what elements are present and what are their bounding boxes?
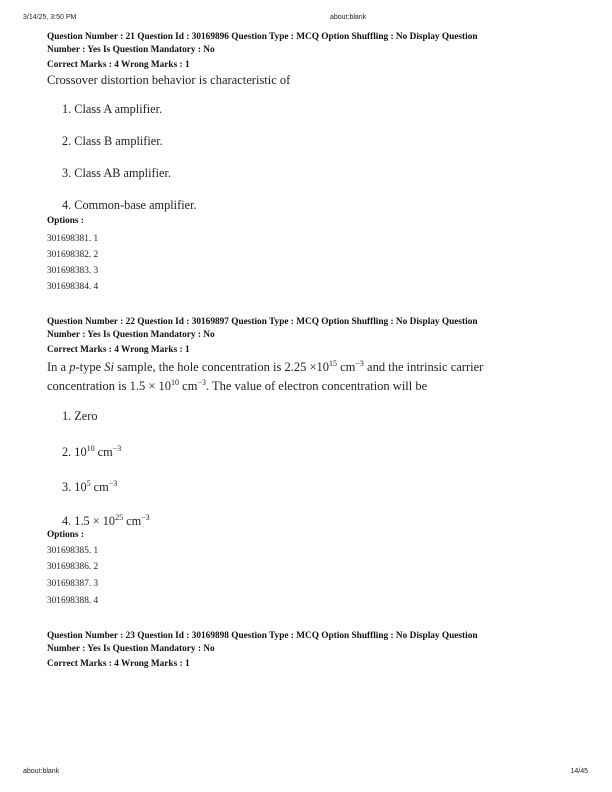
q23-meta [47, 630, 567, 671]
q22-meta-line1: Question Number : 22 Question Id : 30169897 Question Type : MCQ Option Shuffling : No Display Question [47, 317, 478, 327]
q22-options-label: Options : [47, 530, 84, 540]
q22-meta-line2: Number : Yes Is Question Mandatory : No [47, 329, 215, 340]
q22-option-id-3: 301698387. 3 [47, 579, 99, 589]
q21-option-id-4: 301698384. 4 [47, 282, 99, 292]
q21-option-id-1: 301698381. 1 [47, 234, 99, 244]
q21-meta [47, 31, 567, 72]
print-url: about:blank [330, 14, 367, 21]
q23-meta-line1: Question Number : 23 Question Id : 30169898 Question Type : MCQ Option Shuffling : No Display Question [47, 631, 478, 641]
q21-options-label: Options : [47, 216, 84, 226]
footer-url: about:blank [23, 768, 60, 775]
q23-marks: Correct Marks : 4 Wrong Marks : 1 [47, 659, 190, 669]
q21-meta-line2: Number : Yes Is Question Mandatory : No [47, 44, 215, 55]
q21-choice-4: 4. Common-base amplifier. [62, 198, 197, 212]
q21-option-id-3: 301698383. 3 [47, 266, 99, 276]
q21-option-id-2: 301698382. 2 [47, 250, 99, 260]
q22-choice-3: 3. $10^5$ $cm^{-3}$ [62, 478, 118, 494]
q22-choice-1: 1. Zero [62, 409, 98, 423]
q21-choice-2: 2. Class B amplifier. [62, 134, 163, 148]
q21-choice-1: 1. Class A amplifier. [62, 102, 163, 116]
page-number: 14/45 [570, 768, 588, 775]
q22-stem: In a p-type Si sample, the hole concentration is $2.25 \times 10^{15}$ $cm^{-3}$ and the intrinsic carrier concentration is $1.5 \times 10^{10}$ $cm^{-3}$. The value of electron concentration will be [47, 358, 484, 393]
q22-choice-2: 2. $10^{10}$ $cm^{-3}$ [62, 443, 122, 459]
q22-option-id-2: 301698386. 2 [47, 562, 99, 572]
q21-choice-3: 3. Class AB amplifier. [62, 166, 171, 180]
q22-choice-4: 4. $1.5 \times 10^{25}$ $cm^{-3}$ [62, 512, 150, 528]
q22-meta [47, 316, 567, 357]
q21-marks: Correct Marks : 4 Wrong Marks : 1 [47, 60, 190, 70]
q23-meta-line2: Number : Yes Is Question Mandatory : No [47, 643, 215, 654]
q22-marks: Correct Marks : 4 Wrong Marks : 1 [47, 345, 190, 355]
q21-meta-line1: Question Number : 21 Question Id : 30169896 Question Type : MCQ Option Shuffling : No Display Question [47, 32, 478, 42]
q21-stem: Crossover distortion behavior is characteristic of [47, 73, 291, 87]
q22-option-id-4: 301698388. 4 [47, 596, 99, 606]
print-datetime: 3/14/25, 3:50 PM [23, 14, 77, 21]
q22-option-id-1: 301698385. 1 [47, 546, 99, 556]
